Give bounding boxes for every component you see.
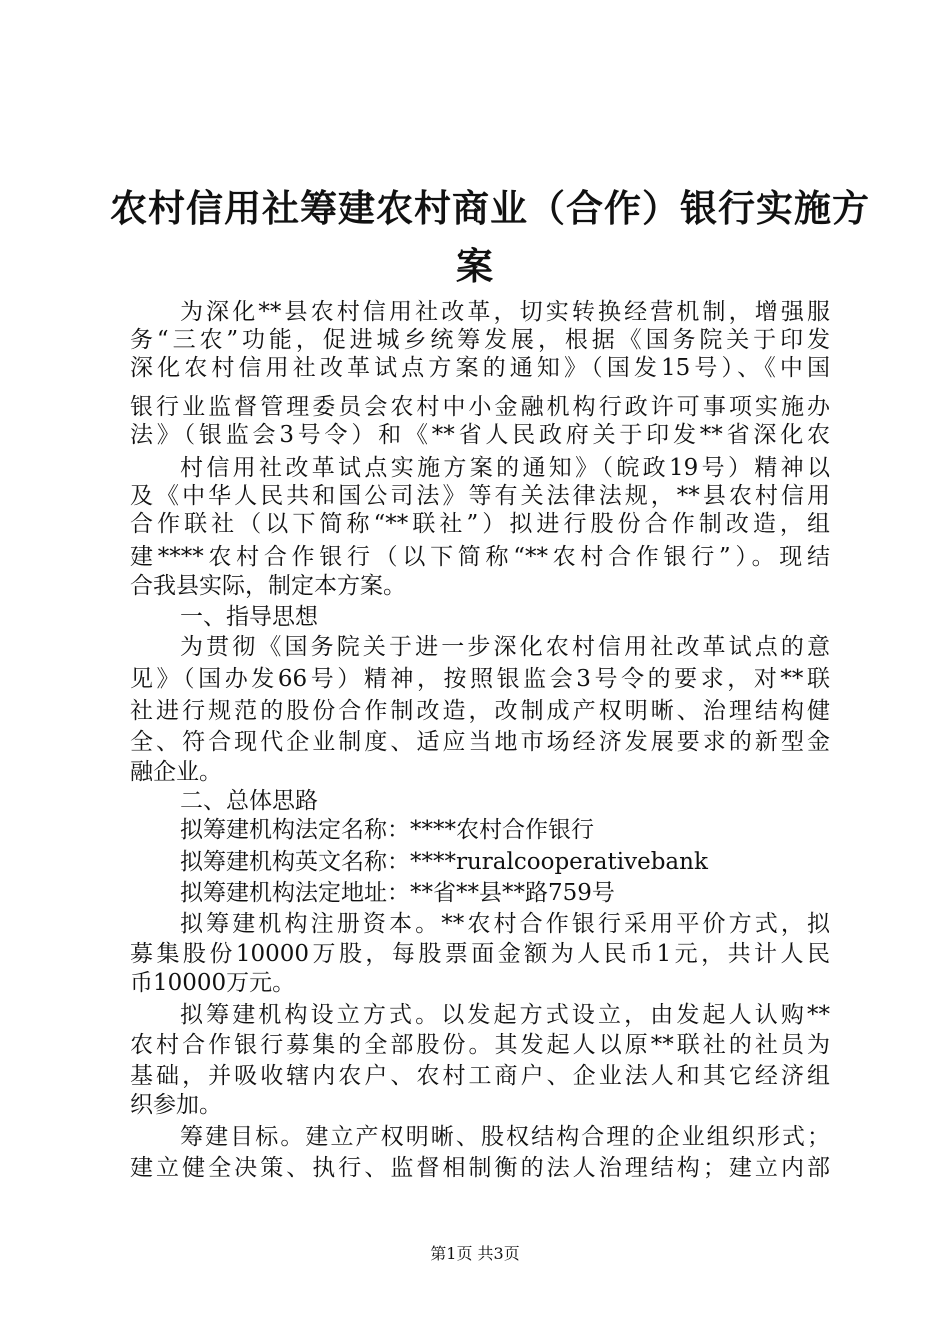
body-line: 为贯彻《国务院关于进一步深化农村信用社改革试点的意	[180, 634, 830, 660]
body-line: 合作联社（以下简称“**联社”）拟进行股份合作制改造，组	[130, 511, 830, 537]
body-line: 社进行规范的股份合作制改造，改制成产权明晰、治理结构健	[130, 698, 830, 724]
body-line: 及《中华人民共和国公司法》等有关法律法规，**县农村信用	[130, 483, 830, 509]
section-heading: 一、指导思想	[180, 604, 318, 630]
body-line: 织参加。	[130, 1092, 222, 1118]
body-line: 村信用社改革试点实施方案的通知》（皖政19号）精神以	[180, 455, 830, 481]
body-line: 筹建目标。建立产权明晰、股权结构合理的企业组织形式；	[180, 1124, 830, 1150]
body-line: 法》（银监会3号令）和《**省人民政府关于印发**省深化农	[130, 422, 830, 448]
document-title-line-2: 案	[456, 245, 494, 288]
body-line: 拟筹建机构英文名称：****ruralcooperativebank	[180, 849, 708, 875]
body-line: 币10000万元。	[130, 970, 296, 996]
body-line: 拟筹建机构设立方式。以发起方式设立，由发起人认购**	[180, 1002, 830, 1028]
body-line: 拟筹建机构法定名称：****农村合作银行	[180, 817, 594, 843]
body-line: 拟筹建机构法定地址：**省**县**路759号	[180, 880, 615, 906]
body-line: 基础，并吸收辖内农户、农村工商户、企业法人和其它经济组	[130, 1063, 830, 1089]
body-line: 银行业监督管理委员会农村中小金融机构行政许可事项实施办	[130, 394, 830, 420]
body-line: 务“三农”功能，促进城乡统筹发展，根据《国务院关于印发	[130, 327, 830, 353]
body-line: 建立健全决策、执行、监督相制衡的法人治理结构；建立内部	[130, 1155, 830, 1181]
body-line: 建****农村合作银行（以下简称“**农村合作银行”）。现结	[130, 544, 830, 570]
page-footer: 第1页 共3页	[430, 1244, 520, 1263]
body-line: 拟筹建机构注册资本。**农村合作银行采用平价方式，拟	[180, 911, 830, 937]
document-title-line-1: 农村信用社筹建农村商业（合作）银行实施方	[110, 187, 870, 230]
body-line: 农村合作银行募集的全部股份。其发起人以原**联社的社员为	[130, 1032, 830, 1058]
body-line: 深化农村信用社改革试点方案的通知》（国发15号）、《中国	[130, 355, 830, 381]
body-line: 全、符合现代企业制度、适应当地市场经济发展要求的新型金	[130, 729, 830, 755]
section-heading: 二、总体思路	[180, 788, 318, 814]
body-line: 募集股份10000万股，每股票面金额为人民币1元，共计人民	[130, 941, 830, 967]
body-line: 融企业。	[130, 759, 222, 785]
body-line: 为深化**县农村信用社改革，切实转换经营机制，增强服	[180, 299, 830, 325]
body-line: 见》（国办发66号）精神，按照银监会3号令的要求，对**联	[130, 666, 830, 692]
body-line: 合我县实际，制定本方案。	[130, 573, 406, 599]
